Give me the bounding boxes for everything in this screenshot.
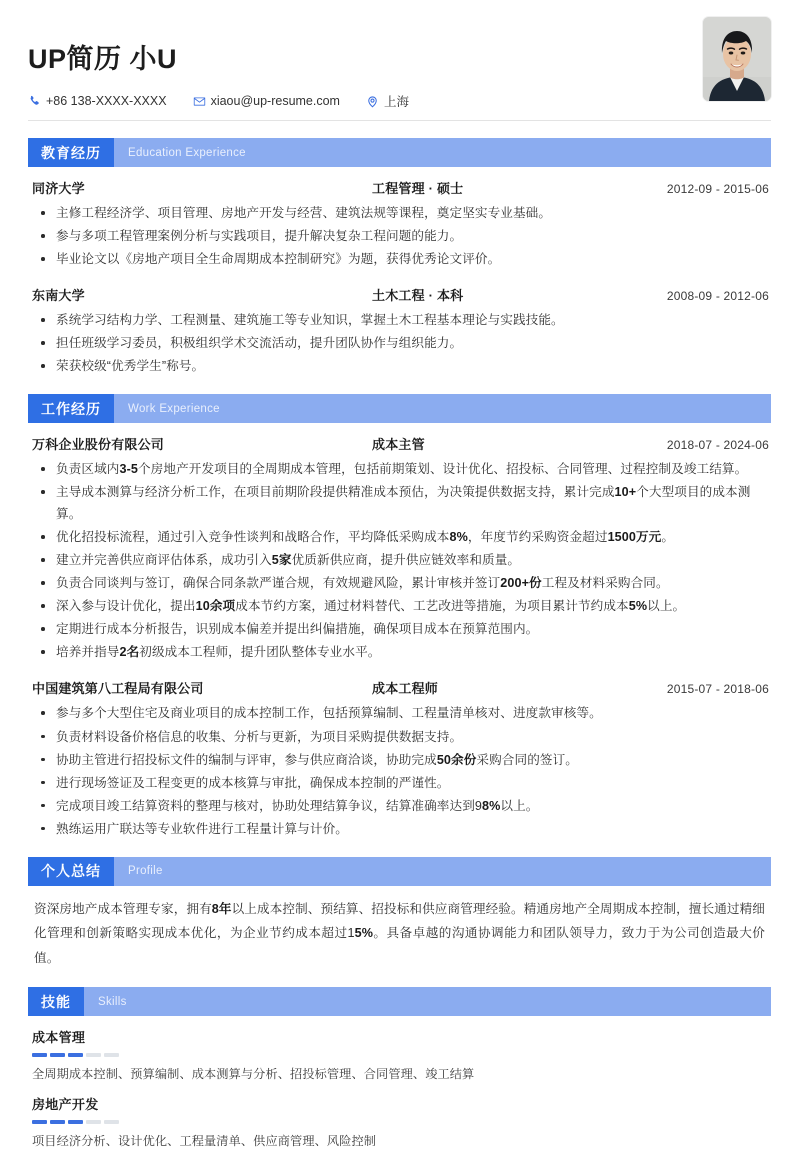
entry	[28, 285, 771, 377]
entry-organization: 东南大学	[32, 288, 85, 304]
skill-level-segment	[86, 1120, 101, 1124]
entry-date: 2012-09 - 2015-06	[666, 182, 769, 196]
list-item: 完成项目竣工结算资料的整理与核对，协助处理结算争议，结算准确率达到98%以上。	[28, 795, 771, 817]
contact-text: xiaou@up-resume.com	[210, 94, 340, 109]
list-item: 优化招投标流程，通过引入竞争性谈判和战略合作，平均降低采购成本8%，年度节约采购资金超过1500万元。	[28, 526, 771, 548]
list-item: 参与多项工程管理案例分析与实践项目，提升解决复杂工程问题的能力。	[28, 225, 771, 247]
email-icon	[193, 95, 206, 108]
list-item: 主修工程经济学、项目管理、房地产开发与经营、建筑法规等课程，奠定坚实专业基础。	[28, 202, 771, 224]
section-title-en: Skills	[84, 987, 771, 1016]
skill-name: 成本管理	[32, 1030, 86, 1046]
entry-date: 2015-07 - 2018-06	[666, 682, 769, 697]
entry	[28, 434, 771, 663]
skill-level-segment	[68, 1120, 83, 1124]
entry-header	[28, 178, 771, 197]
list-item: 建立并完善供应商评估体系，成功引入5家优质新供应商，提升供应链效率和质量。	[28, 549, 771, 571]
list-item: 主导成本测算与经济分析工作，在项目前期阶段提供精准成本预估，为决策提供数据支持，累计完成10+个大型项目的成本测算。	[28, 481, 771, 525]
section-header-work	[28, 394, 771, 423]
section-title-en: Education Experience	[114, 138, 771, 167]
skill-level-segment	[32, 1053, 47, 1057]
skill-level-meter	[32, 1120, 771, 1124]
resume-body	[0, 138, 799, 1151]
list-item: 负责材料设备价格信息的收集、分析与更新，为项目采购提供数据支持。	[28, 726, 771, 748]
skill-description: 项目经济分析、设计优化、工程量清单、供应商管理、风险控制	[32, 1133, 377, 1148]
section-title-en: Profile	[114, 857, 771, 886]
resume-header	[0, 0, 799, 120]
list-item: 荣获校级“优秀学生”称号。	[28, 355, 771, 377]
entry-title: 成本主管	[372, 437, 425, 453]
list-item: 协助主管进行招投标文件的编制与评审，参与供应商洽谈，协助完成50余份采购合同的签订。	[28, 749, 771, 771]
section-title-en: Work Experience	[114, 394, 771, 423]
page-title: UP简历 小U	[28, 44, 178, 74]
section-education	[28, 138, 771, 377]
skill-description: 全周期成本控制、预算编制、成本测算与分析、招投标管理、合同管理、竣工结算	[32, 1067, 475, 1082]
section-title-cn: 工作经历	[28, 394, 114, 423]
list-item: 毕业论文以《房地产项目全生命周期成本控制研究》为题，获得优秀论文评价。	[28, 248, 771, 270]
entry-bullet-list	[28, 309, 771, 377]
list-item: 担任班级学习委员，积极组织学术交流活动，提升团队协作与组织能力。	[28, 332, 771, 354]
entry-title: 土木工程 · 本科	[372, 288, 464, 304]
list-item: 系统学习结构力学、工程测量、建筑施工等专业知识，掌握土木工程基本理论与实践技能。	[28, 309, 771, 331]
entry-header	[28, 434, 771, 453]
skill-level-meter	[32, 1053, 771, 1057]
contact-item-location[interactable]	[366, 92, 409, 110]
skill-level-segment	[68, 1053, 83, 1057]
entry-title: 工程管理 · 硕士	[372, 181, 464, 196]
entry-bullet-list	[28, 202, 771, 270]
skill-block	[28, 1094, 771, 1152]
entry-bullet-list	[28, 702, 771, 839]
skill-level-segment	[32, 1120, 47, 1124]
header-divider	[28, 120, 771, 121]
section-header-skills	[28, 987, 771, 1016]
entry	[28, 678, 771, 839]
entry-date: 2008-09 - 2012-06	[666, 289, 769, 304]
profile-paragraph: 资深房地产成本管理专家，拥有8年以上成本控制、预结算、招投标和供应商管理经验。精通房地产全周期成本控制，擅长通过精细化管理和创新策略实现成本优化，为企业节约成本超过15%。具备卓越的沟通协调能力和团队领导力，致力于为公司创造最大价值。	[34, 901, 765, 965]
section-work	[28, 394, 771, 839]
skill-name: 房地产开发	[32, 1096, 99, 1112]
skill-block	[28, 1027, 771, 1085]
phone-icon	[28, 95, 41, 108]
avatar	[703, 17, 771, 101]
contact-item-phone[interactable]	[28, 94, 167, 108]
entry-header	[28, 678, 771, 697]
section-title-cn: 教育经历	[28, 138, 114, 167]
list-item: 熟练运用广联达等专业软件进行工程量计算与计价。	[28, 818, 771, 840]
entry-title: 成本工程师	[372, 681, 439, 697]
entry-organization: 中国建筑第八工程局有限公司	[32, 681, 204, 697]
skill-level-segment	[50, 1053, 65, 1057]
section-header-education	[28, 138, 771, 167]
list-item: 培养并指导2名初级成本工程师，提升团队整体专业水平。	[28, 641, 771, 663]
contact-text: 上海	[383, 95, 409, 110]
portrait-photo-icon	[703, 17, 771, 101]
list-item: 深入参与设计优化，提出10余项成本节约方案，通过材料替代、工艺改进等措施，为项目累计节约成本5%以上。	[28, 595, 771, 617]
list-item: 负责合同谈判与签订，确保合同条款严谨合规，有效规避风险，累计审核并签订200+份工程及材料采购合同。	[28, 572, 771, 594]
entry-organization: 万科企业股份有限公司	[32, 437, 165, 453]
skill-level-segment	[86, 1053, 101, 1057]
entry	[28, 178, 771, 270]
skill-level-segment	[104, 1120, 119, 1124]
list-item: 进行现场签证及工程变更的成本核算与审批，确保成本控制的严谨性。	[28, 772, 771, 794]
contact-text: +86 138-XXXX-XXXX	[46, 94, 167, 109]
section-profile	[28, 857, 771, 971]
list-item: 参与多个大型住宅及商业项目的成本控制工作，包括预算编制、工程量清单核对、进度款审核等。	[28, 702, 771, 724]
entry-bullet-list	[28, 458, 771, 663]
contact-row	[28, 92, 771, 110]
skill-level-segment	[104, 1053, 119, 1057]
list-item: 负责区域内3-5个房地产开发项目的全周期成本管理，包括前期策划、设计优化、招投标、合同管理、过程控制及竣工结算。	[28, 458, 771, 480]
entry-date: 2018-07 - 2024-06	[666, 438, 769, 453]
section-skills	[28, 987, 771, 1151]
entry-organization: 同济大学	[32, 181, 85, 196]
section-title-cn: 个人总结	[28, 857, 114, 886]
entry-header	[28, 285, 771, 304]
location-icon	[366, 95, 379, 108]
list-item: 定期进行成本分析报告，识别成本偏差并提出纠偏措施，确保项目成本在预算范围内。	[28, 618, 771, 640]
section-header-profile	[28, 857, 771, 886]
skill-level-segment	[50, 1120, 65, 1124]
contact-item-email[interactable]	[193, 94, 340, 108]
section-title-cn: 技能	[28, 987, 84, 1016]
